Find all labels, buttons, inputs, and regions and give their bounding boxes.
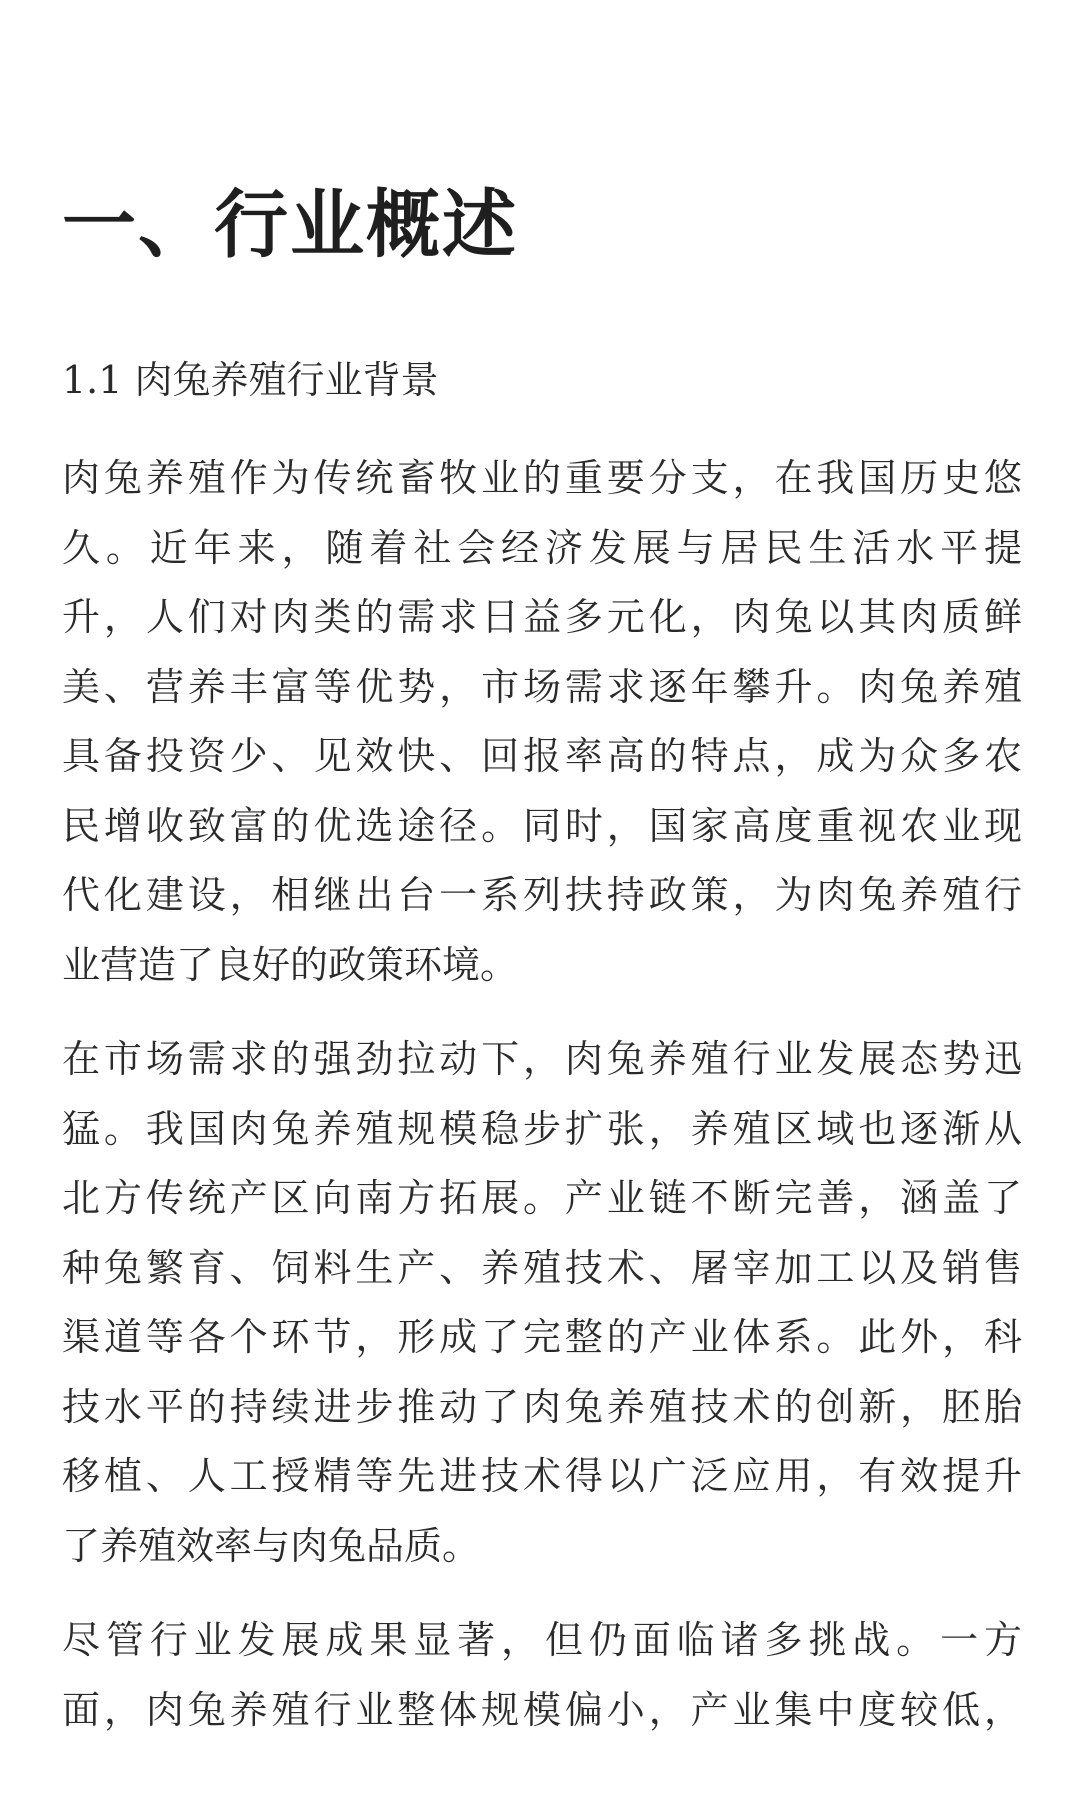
paragraph-development — [62, 1025, 1022, 1581]
paragraph-line: 具备投资少、见效快、回报率高的特点，成为众多农 — [62, 734, 1022, 778]
paragraph-line: 肉兔养殖作为传统畜牧业的重要分支，在我国历史悠 — [62, 456, 1022, 500]
section-subtitle: 1.1 肉兔养殖行业背景 — [62, 358, 439, 402]
paragraph-line: 技水平的持续进步推动了肉兔养殖技术的创新，胚胎 — [62, 1384, 1022, 1429]
paragraph-line: 久。近年来，随着社会经济发展与居民生活水平提 — [62, 525, 1022, 570]
paragraph-background — [62, 444, 1022, 1000]
paragraph-line: 北方传统产区向南方拓展。产业链不断完善，涵盖了 — [62, 1176, 1022, 1220]
paragraph-line: 美、营养丰富等优势，市场需求逐年攀升。肉兔养殖 — [62, 664, 1022, 709]
paragraph-line: 渠道等各个环节，形成了完整的产业体系。此外，科 — [62, 1315, 1022, 1359]
paragraph-line: 升，人们对肉类的需求日益多元化，肉兔以其肉质鲜 — [62, 595, 1022, 639]
paragraph-line: 种兔繁育、饲料生产、养殖技术、屠宰加工以及销售 — [62, 1245, 1022, 1290]
paragraph-line: 猛。我国肉兔养殖规模稳步扩张，养殖区域也逐渐从 — [62, 1106, 1022, 1151]
paragraph-line: 民增收致富的优选途径。同时，国家高度重视农业现 — [62, 803, 1022, 848]
paragraph-line: 代化建设，相继出台一系列扶持政策，为肉兔养殖行 — [62, 873, 1022, 917]
paragraph-line: 面，肉兔养殖行业整体规模偏小，产业集中度较低， — [62, 1687, 1022, 1732]
paragraph-line: 移植、人工授精等先进技术得以广泛应用，有效提升 — [62, 1454, 1022, 1498]
paragraph-challenges — [62, 1606, 1022, 1745]
section-title: 一、行业概述 — [62, 182, 518, 268]
paragraph-line: 业营造了良好的政策环境。 — [62, 942, 519, 987]
paragraph-line: 尽管行业发展成果显著，但仍面临诸多挑战。一方 — [62, 1618, 1022, 1662]
paragraph-line: 在市场需求的强劲拉动下，肉兔养殖行业发展态势迅 — [62, 1037, 1022, 1081]
paragraph-line: 了养殖效率与肉兔品质。 — [62, 1523, 481, 1568]
